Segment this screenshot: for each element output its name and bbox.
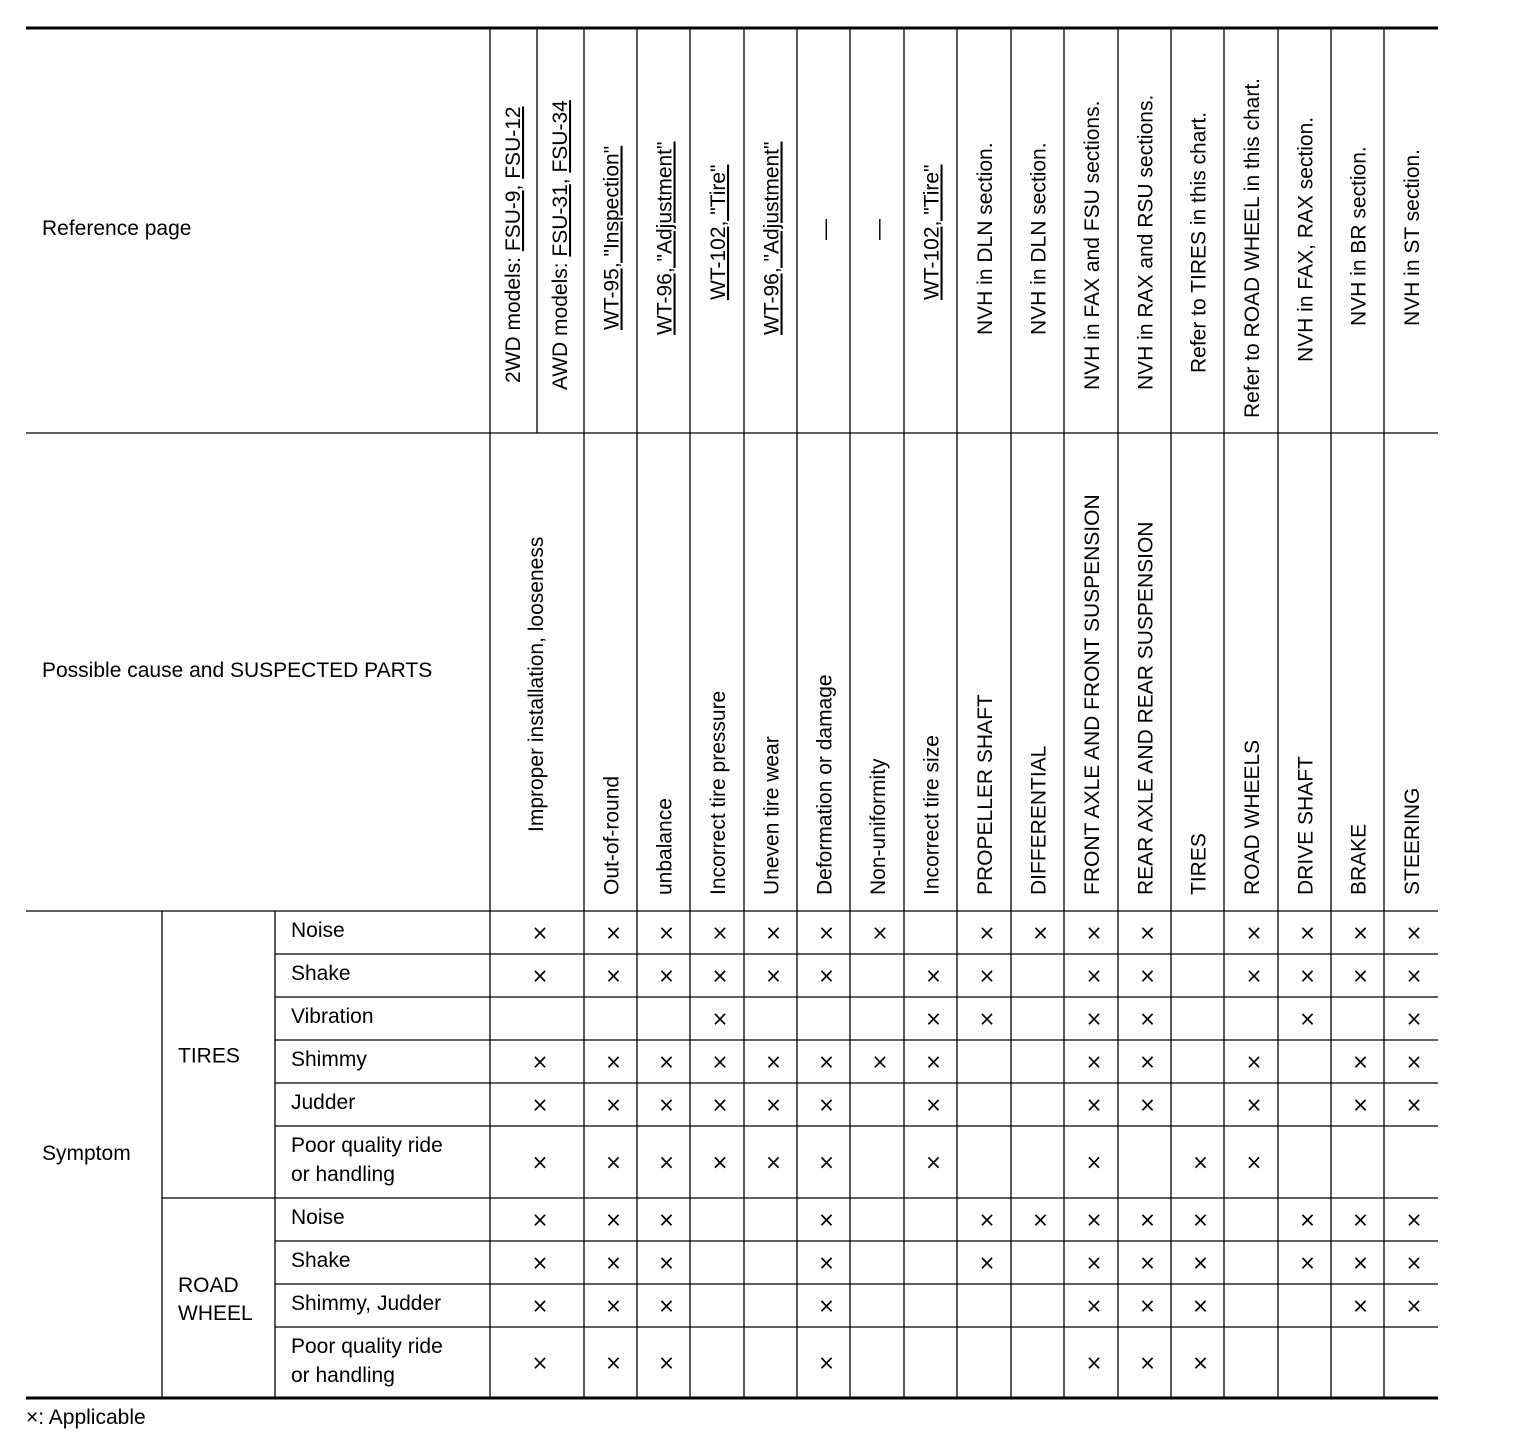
cause-label-7: Incorrect tire size — [920, 735, 944, 895]
applicable-mark: × — [658, 1092, 675, 1117]
applicable-mark: × — [925, 963, 942, 988]
applicable-mark: × — [1299, 920, 1316, 945]
applicable-mark: × — [978, 920, 996, 945]
symptom-row-label: or handling — [291, 1163, 395, 1186]
applicable-mark: × — [605, 1150, 622, 1174]
reference-cell — [761, 142, 784, 335]
applicable-mark: × — [1352, 1049, 1369, 1074]
symptom-row-label: Poor quality ride — [291, 1335, 443, 1358]
applicable-mark: × — [1245, 920, 1263, 945]
reference-link[interactable]: WT-96, "Adjustment" — [760, 141, 784, 335]
reference-text: NVH in RAX and RSU sections. — [1134, 94, 1158, 390]
reference-text: Refer to ROAD WHEEL in this chart. — [1241, 78, 1264, 418]
reference-link[interactable]: WT-96, "Adjustment" — [653, 141, 677, 335]
symptom-row-label: Poor quality ride — [291, 1134, 443, 1157]
symptom-row-label: Shimmy, Judder — [291, 1292, 442, 1315]
cause-label-3: Incorrect tire pressure — [707, 690, 730, 895]
reference-link[interactable]: FSU-34 — [549, 100, 572, 173]
applicable-mark: × — [1405, 1049, 1423, 1074]
applicable-mark: × — [765, 1150, 782, 1174]
cause-label-8: PROPELLER SHAFT — [974, 694, 997, 895]
applicable-mark: × — [1139, 1092, 1156, 1117]
applicable-mark: × — [978, 963, 996, 988]
cause-label-15: BRAKE — [1347, 823, 1371, 895]
applicable-mark: × — [1352, 1092, 1369, 1117]
applicable-mark: × — [1192, 1150, 1209, 1174]
applicable-mark: × — [1085, 1250, 1103, 1275]
applicable-mark: × — [1139, 1049, 1156, 1074]
applicable-mark: × — [605, 1092, 622, 1117]
applicable-mark: × — [1085, 1049, 1103, 1074]
reference-cell — [1401, 149, 1424, 326]
applicable-mark: × — [711, 1006, 729, 1031]
reference-link[interactable]: WT-95, "Inspection" — [600, 145, 624, 330]
applicable-mark: × — [1405, 963, 1423, 988]
symptom-row-label: Vibration — [291, 1005, 374, 1028]
applicable-mark: × — [1085, 1293, 1103, 1318]
applicable-mark: × — [1085, 1092, 1103, 1117]
applicable-mark: × — [818, 920, 835, 945]
cause-label-2: unbalance — [653, 798, 677, 895]
reference-page-label: Reference page — [42, 217, 192, 240]
symptom-row-label: Noise — [291, 919, 345, 942]
applicable-mark: × — [658, 1150, 675, 1174]
applicable-mark: × — [818, 1207, 835, 1232]
applicable-mark: × — [531, 963, 549, 988]
applicable-mark: × — [1139, 1350, 1156, 1375]
applicable-mark: × — [1352, 920, 1369, 945]
cause-label: Possible cause and SUSPECTED PARTS — [42, 659, 433, 682]
reference-text: NVH in DLN section. — [974, 142, 997, 335]
applicable-mark: × — [978, 1006, 996, 1031]
applicable-mark: × — [605, 1207, 622, 1232]
applicable-mark: × — [658, 1293, 675, 1318]
applicable-mark: × — [1192, 1350, 1209, 1375]
applicable-mark: × — [1139, 1207, 1156, 1232]
applicable-mark: × — [925, 1006, 942, 1031]
applicable-mark: × — [818, 1150, 835, 1174]
applicable-mark: × — [1139, 920, 1156, 945]
applicable-mark: × — [871, 1049, 889, 1074]
applicable-mark: × — [605, 920, 622, 945]
group-label: ROAD — [178, 1274, 239, 1297]
group-label: TIRES — [178, 1044, 240, 1068]
applicable-mark: × — [1299, 1207, 1316, 1232]
applicable-mark: × — [925, 1092, 942, 1117]
applicable-mark: × — [1192, 1207, 1209, 1232]
applicable-mark: × — [1192, 1293, 1209, 1318]
applicable-mark: × — [658, 920, 675, 945]
reference-cell — [1081, 101, 1104, 390]
symptom-label: Symptom — [42, 1142, 131, 1165]
applicable-mark: × — [765, 920, 782, 945]
applicable-mark: × — [1139, 963, 1156, 988]
applicable-mark: × — [1405, 1092, 1423, 1117]
reference-cell — [974, 142, 997, 335]
applicable-mark: × — [818, 1350, 835, 1375]
symptom-row-label: Judder — [291, 1091, 356, 1114]
applicable-mark: × — [711, 1049, 729, 1074]
applicable-mark: × — [1352, 963, 1369, 988]
applicable-mark: × — [1405, 1006, 1423, 1031]
reference-text: , — [502, 178, 525, 191]
reference-text: NVH in BR section. — [1347, 146, 1371, 326]
applicable-mark: × — [1085, 1006, 1103, 1031]
applicable-mark: × — [1139, 1293, 1156, 1318]
applicable-mark: × — [871, 920, 889, 945]
applicable-mark: × — [658, 963, 675, 988]
applicable-mark: × — [1299, 963, 1316, 988]
reference-cell — [1241, 78, 1264, 418]
cause-label-12: TIRES — [1187, 833, 1211, 895]
reference-link[interactable]: WT-102, "Tire" — [920, 164, 944, 300]
applicable-mark: × — [531, 1250, 549, 1275]
applicable-mark: × — [658, 1250, 675, 1275]
applicable-mark: × — [1245, 1092, 1263, 1117]
applicable-mark: × — [711, 920, 729, 945]
reference-text: NVH in ST section. — [1401, 148, 1424, 326]
applicable-mark: × — [978, 1207, 996, 1232]
applicable-mark: × — [1245, 963, 1263, 988]
cause-label-13: ROAD WHEELS — [1241, 739, 1264, 895]
cause-label-14: DRIVE SHAFT — [1294, 756, 1318, 895]
cause-label-1: Out-of-round — [600, 775, 624, 895]
applicable-mark: × — [531, 1207, 549, 1232]
reference-link[interactable]: WT-102, "Tire" — [707, 164, 730, 300]
applicable-mark: × — [1299, 1250, 1316, 1275]
applicable-mark: × — [1405, 1207, 1423, 1232]
applicable-mark: × — [605, 1293, 622, 1318]
symptom-row-label: Shake — [291, 1249, 351, 1272]
group-label: WHEEL — [178, 1302, 253, 1325]
reference-dash — [814, 219, 837, 240]
applicable-mark: × — [1085, 963, 1103, 988]
reference-cell — [1348, 146, 1371, 326]
applicable-mark: × — [1405, 920, 1423, 945]
applicable-mark: × — [531, 1150, 549, 1174]
applicable-mark: × — [1139, 1006, 1156, 1031]
symptom-row-label: or handling — [291, 1364, 395, 1387]
symptom-row-label: Shake — [291, 962, 351, 985]
reference-text: NVH in FAX, RAX section. — [1294, 116, 1318, 362]
cause-label-6: Non-uniformity — [867, 758, 890, 895]
applicable-mark: × — [1405, 1250, 1423, 1275]
reference-link[interactable]: FSU-31 — [549, 184, 572, 257]
applicable-mark: × — [1085, 1350, 1103, 1375]
applicable-mark: × — [658, 1049, 675, 1074]
reference-dash — [867, 219, 890, 240]
cause-label-9: DIFFERENTIAL — [1027, 745, 1051, 895]
cause-label-0: Improper installation, looseness — [525, 536, 548, 832]
applicable-mark: × — [531, 1293, 549, 1318]
applicable-mark: × — [1085, 1150, 1103, 1174]
applicable-mark: × — [1032, 920, 1049, 945]
cause-label-5: Deformation or damage — [813, 674, 837, 895]
applicable-mark: × — [658, 1350, 675, 1375]
applicable-mark: × — [531, 1049, 549, 1074]
reference-text: NVH in DLN section. — [1027, 142, 1051, 335]
applicable-mark: × — [818, 1250, 835, 1275]
applicable-mark: × — [1192, 1250, 1209, 1275]
legend-text: ×: Applicable — [26, 1406, 146, 1429]
symptom-row-label: Shimmy — [291, 1048, 367, 1071]
reference-text: 2WD models: — [502, 251, 525, 383]
reference-link[interactable]: FSU-9 — [502, 190, 525, 252]
applicable-mark: × — [605, 963, 622, 988]
cause-label-4: Uneven tire wear — [760, 736, 784, 895]
applicable-mark: × — [978, 1250, 996, 1275]
reference-text: NVH in FAX and FSU sections. — [1081, 100, 1104, 390]
legend — [26, 1406, 146, 1430]
applicable-mark: × — [1085, 1207, 1103, 1232]
reference-cell — [1188, 112, 1211, 373]
applicable-mark: × — [605, 1350, 622, 1375]
applicable-mark: × — [1085, 920, 1103, 945]
applicable-mark: × — [1032, 1207, 1049, 1232]
reference-cell — [1295, 117, 1318, 362]
reference-cell — [1135, 95, 1158, 390]
cause-label-10: FRONT AXLE AND FRONT SUSPENSION — [1081, 494, 1104, 895]
symptom-row-label: Noise — [291, 1206, 345, 1229]
applicable-mark: × — [818, 1293, 835, 1318]
applicable-mark: × — [1245, 1049, 1263, 1074]
reference-text: — — [813, 219, 837, 240]
reference-awd — [549, 100, 572, 390]
reference-cell — [654, 142, 677, 335]
reference-text: — — [867, 219, 890, 240]
applicable-mark: × — [925, 1150, 942, 1174]
applicable-mark: × — [1139, 1250, 1156, 1275]
applicable-mark: × — [531, 920, 549, 945]
reference-text: Refer to TIRES in this chart. — [1187, 111, 1211, 373]
applicable-mark: × — [1405, 1293, 1423, 1318]
applicable-mark: × — [605, 1049, 622, 1074]
cause-label-11: REAR AXLE AND REAR SUSPENSION — [1134, 521, 1158, 895]
applicable-mark: × — [1352, 1250, 1369, 1275]
applicable-mark: × — [818, 1092, 835, 1117]
reference-cell — [921, 165, 944, 301]
applicable-mark: × — [925, 1049, 942, 1074]
applicable-mark: × — [605, 1250, 622, 1275]
applicable-mark: × — [1352, 1293, 1369, 1318]
reference-cell — [1028, 142, 1051, 335]
applicable-mark: × — [1245, 1150, 1263, 1174]
reference-text: , — [549, 172, 572, 185]
applicable-mark: × — [818, 1049, 835, 1074]
applicable-mark: × — [1299, 1006, 1316, 1031]
applicable-mark: × — [711, 1150, 729, 1174]
reference-cell — [707, 165, 730, 301]
applicable-mark: × — [765, 963, 782, 988]
applicable-mark: × — [531, 1350, 549, 1375]
applicable-mark: × — [765, 1092, 782, 1117]
applicable-mark: × — [711, 1092, 729, 1117]
applicable-mark: × — [711, 963, 729, 988]
applicable-mark: × — [531, 1092, 549, 1117]
reference-2wd — [502, 106, 525, 383]
applicable-mark: × — [658, 1207, 675, 1232]
reference-link[interactable]: FSU-12 — [502, 106, 525, 179]
applicable-mark: × — [818, 963, 835, 988]
applicable-mark: × — [1352, 1207, 1369, 1232]
cause-label-16: STEERING — [1401, 787, 1424, 895]
applicable-mark: × — [765, 1049, 782, 1074]
reference-cell — [601, 146, 624, 330]
reference-text: AWD models: — [549, 256, 572, 390]
